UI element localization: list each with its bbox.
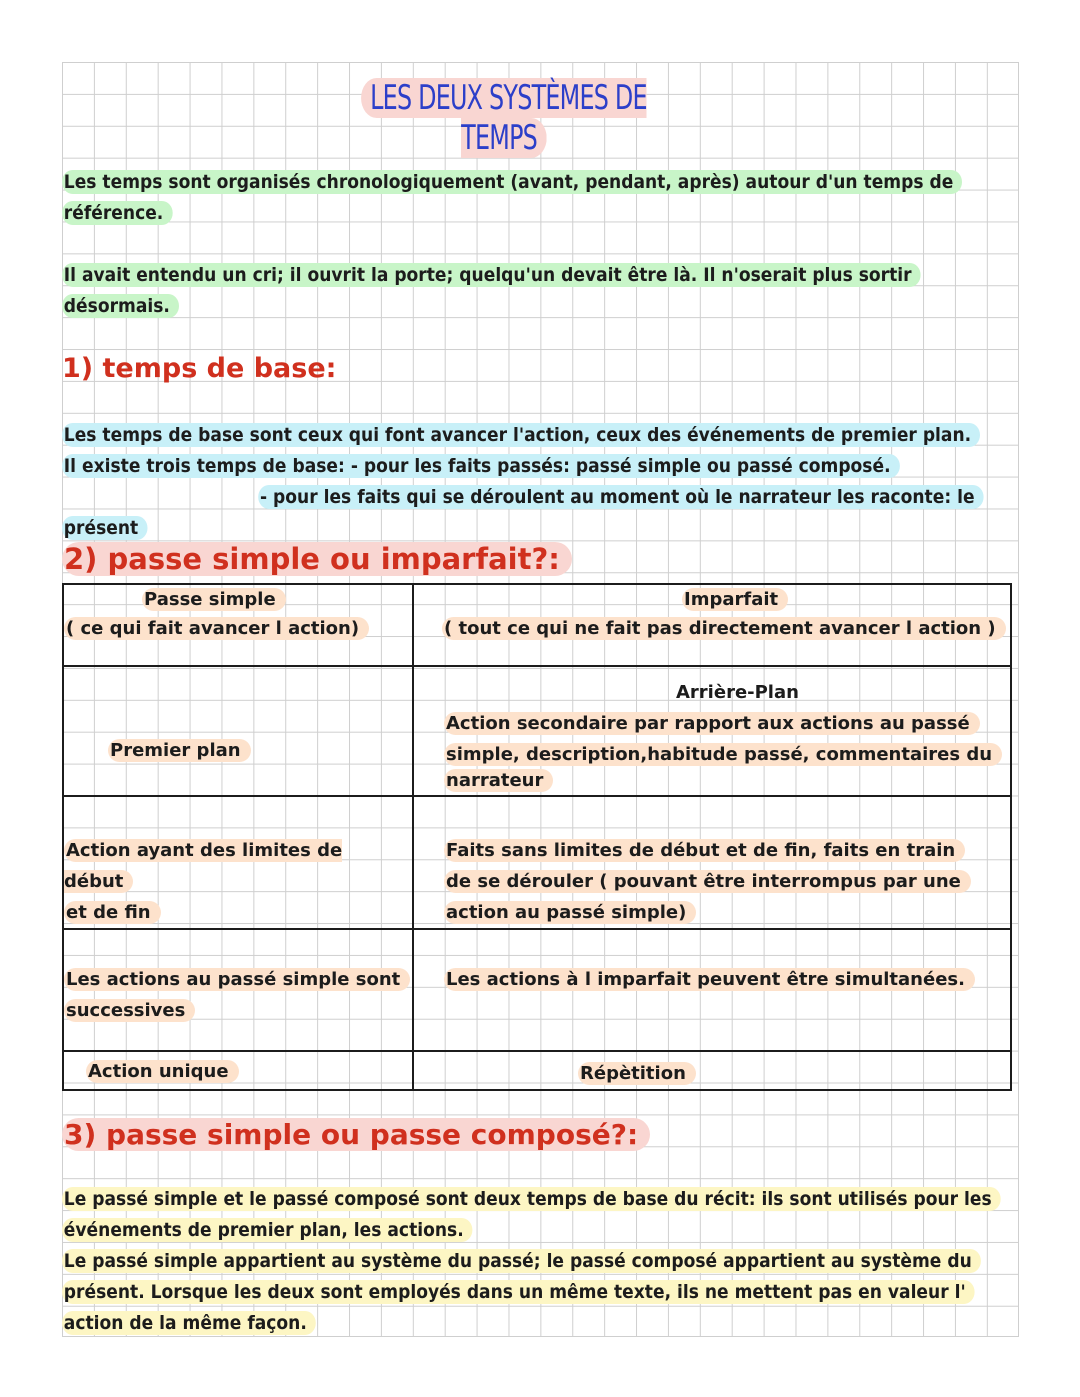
row-1-left: Premier plan	[108, 739, 251, 762]
example-line-2: désormais.	[62, 294, 179, 318]
header-passe-simple-title: Passe simple	[142, 588, 286, 611]
section-3-line-1: Le passé simple et le passé composé sont deux temps de base du récit: ils sont utilisés pour les	[62, 1187, 1001, 1211]
section-3-line-3: Le passé simple appartient au système du passé; le passé composé appartient au système du	[62, 1249, 981, 1273]
table-header-row	[63, 584, 1011, 666]
row-3-left-line-1: Les actions au passé simple sont	[64, 968, 410, 991]
row-2-left-line-2: et de fin	[64, 901, 161, 924]
row-2-right-line-2: de se dérouler ( pouvant être interrompus par une	[444, 870, 971, 893]
page-title: LES DEUX SYSTÈMES DE TEMPS	[340, 78, 668, 158]
section-2-heading: 2) passe simple ou imparfait?:	[62, 542, 572, 576]
row-1-right-line-3: narrateur	[444, 769, 553, 792]
row-4-right: Répètition	[578, 1062, 696, 1085]
table-row	[63, 929, 1011, 1051]
example-paragraph	[62, 260, 1002, 322]
example-line-1: Il avait entendu un cri; il ouvrit la porte; quelqu'un devait être là. Il n'oserait plus sortir	[62, 263, 921, 287]
section-1-line-4: présent	[62, 516, 147, 540]
section-3-line-4: présent. Lorsque les deux sont employés dans un même texte, ils ne mettent pas en valeur l'	[62, 1280, 975, 1304]
row-1-right-title: Arrière-Plan	[676, 682, 799, 703]
comparison-table	[62, 583, 1012, 1091]
header-imparfait-sub: ( tout ce qui ne fait pas directement avancer l action )	[442, 617, 1006, 640]
header-imparfait	[413, 584, 1011, 666]
row-1-right-line-1: Action secondaire par rapport aux actions au passé	[444, 712, 980, 735]
section-1-line-3: - pour les faits qui se déroulent au moment où le narrateur les raconte: le	[258, 485, 983, 509]
row-1-right-line-2: simple, description,habitude passé, commentaires du	[444, 743, 1002, 766]
row-2-left-line-1: Action ayant des limites de début	[64, 840, 343, 892]
table-row	[63, 796, 1011, 929]
table-row	[63, 1051, 1011, 1090]
row-4-left: Action unique	[86, 1060, 239, 1083]
intro-paragraph	[62, 167, 1002, 229]
header-imparfait-title: Imparfait	[682, 588, 788, 611]
section-3-line-5: action de la même façon.	[62, 1311, 316, 1335]
row-2-right-line-3: action au passé simple)	[444, 901, 696, 924]
section-3-line-2: événements de premier plan, les actions.	[62, 1218, 473, 1242]
header-passe-simple-sub: ( ce qui fait avancer l action)	[64, 617, 369, 640]
row-3-right-line-1: Les actions à l imparfait peuvent être simultanées.	[444, 968, 975, 991]
section-3-heading: 3) passe simple ou passe composé?:	[62, 1118, 650, 1152]
section-1-line-1: Les temps de base sont ceux qui font avancer l'action, ceux des événements de premier plan.	[62, 423, 980, 447]
intro-line-2: référence.	[62, 201, 172, 225]
section-3-body	[62, 1184, 1012, 1339]
table-row	[63, 666, 1011, 796]
intro-line-1: Les temps sont organisés chronologiquement (avant, pendant, après) autour d'un temps de	[62, 170, 962, 194]
section-1-body	[62, 420, 1012, 544]
header-passe-simple	[63, 584, 413, 666]
section-1-heading: 1) temps de base:	[62, 353, 337, 384]
section-1-line-2: Il existe trois temps de base: - pour les faits passés: passé simple ou passé composé.	[62, 454, 900, 478]
row-3-left-line-2: successives	[64, 999, 195, 1022]
row-2-right-line-1: Faits sans limites de début et de fin, faits en train	[444, 839, 965, 862]
